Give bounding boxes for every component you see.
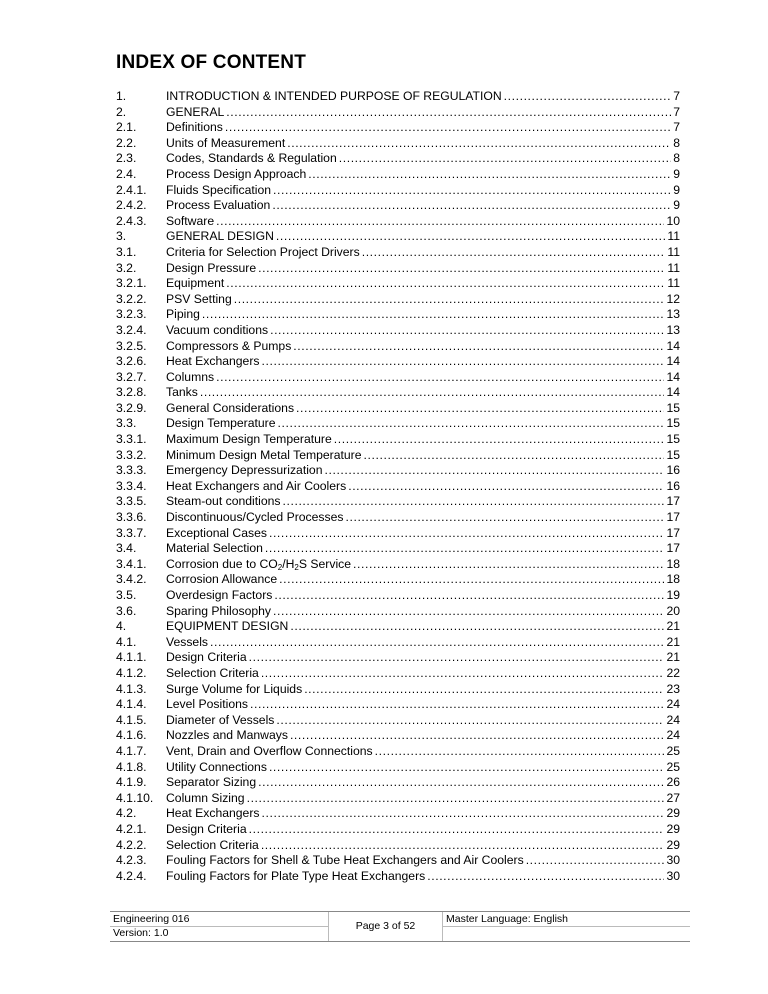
toc-entry-page: 10 [666,213,680,228]
toc-entry-title: Piping [166,307,200,322]
toc-entry-number: 3.2. [116,260,137,275]
toc-entry-title: Level Positions [166,697,248,712]
toc-entry[interactable] [116,198,680,214]
toc-leader-dots [210,635,664,651]
toc-entry-page: 25 [666,759,680,774]
page-footer [110,911,690,942]
toc-entry-number: 3.3.4. [116,478,147,493]
toc-entry[interactable] [116,89,680,105]
toc-entry-title: Compressors & Pumps [166,338,292,353]
toc-entry-number: 3.4. [116,541,137,556]
toc-leader-dots [287,136,671,152]
footer-language: Master Language: English [446,913,568,925]
toc-entry-number: 3.3.1. [116,432,147,447]
toc-entry-title: Selection Criteria [166,837,259,852]
toc-entry-number: 3.6. [116,603,137,618]
toc-entry-number: 3.2.3. [116,307,147,322]
toc-entry-title: General Considerations [166,400,295,415]
toc-entry-page: 7 [673,104,680,119]
toc-entry-number: 3.2.7. [116,369,147,384]
toc-entry-number: 4.2. [116,806,137,821]
toc-entry[interactable] [116,416,680,432]
toc-leader-dots [216,370,664,386]
toc-entry[interactable] [116,183,680,199]
toc-leader-dots [273,183,671,199]
toc-entry-title: Minimum Design Metal Temperature [166,447,362,462]
toc-entry-number: 4.1.5. [116,712,147,727]
toc-entry[interactable] [116,261,680,277]
toc-leader-dots [276,713,664,729]
toc-entry-page: 27 [666,790,680,805]
toc-entry-number: 4.2.2. [116,837,147,852]
footer-divider [443,926,690,927]
toc-entry-number: 4.1.3. [116,681,147,696]
toc-entry-title: PSV Setting [166,291,232,306]
toc-entry-title: Fluids Specification [166,182,271,197]
toc-entry-title: Design Temperature [166,416,276,431]
toc-entry[interactable] [116,572,680,588]
toc-leader-dots [353,557,664,573]
toc-entry[interactable] [116,214,680,230]
toc-entry-title: Corrosion Allowance [166,572,278,587]
toc-leader-dots [249,822,665,838]
toc-entry-page: 22 [666,665,680,680]
toc-entry-page: 14 [666,338,680,353]
toc-entry[interactable] [116,541,680,557]
toc-entry-title: Material Selection [166,541,263,556]
toc-entry[interactable] [116,105,680,121]
toc-entry-page: 11 [667,276,680,291]
toc-entry-number: 3.3.7. [116,525,147,540]
toc-entry-title: Vent, Drain and Overflow Connections [166,743,373,758]
toc-leader-dots [304,682,664,698]
toc-entry-page: 17 [666,541,680,556]
toc-entry-number: 3.3.3. [116,463,147,478]
toc-entry-page: 13 [666,322,680,337]
toc-entry-title: Fouling Factors for Plate Type Heat Exchangers [166,868,426,883]
footer-page-number: Page 3 of 52 [329,912,443,941]
toc-leader-dots [258,261,665,277]
toc-entry-title: Exceptional Cases [166,525,267,540]
toc-leader-dots [234,292,665,308]
toc-entry[interactable] [116,339,680,355]
toc-entry-number: 3.2.1. [116,276,147,291]
toc-leader-dots [265,541,665,557]
toc-entry-page: 9 [673,166,680,181]
toc-entry-title: Sparing Philosophy [166,603,272,618]
toc-entry-title: Units of Measurement [166,135,286,150]
toc-entry-page: 14 [666,385,680,400]
toc-entry-page: 7 [673,89,680,103]
toc-entry[interactable] [116,619,680,635]
toc-entry[interactable] [116,385,680,401]
toc-entry[interactable] [116,494,680,510]
toc-entry-page: 29 [666,821,680,836]
toc-leader-dots [274,588,664,604]
toc-entry-page: 23 [666,681,680,696]
toc-entry-page: 26 [666,775,680,790]
toc-entry-number: 3.3.6. [116,510,147,525]
toc-leader-dots [273,604,664,620]
toc-leader-dots [202,307,665,323]
toc-entry-title: Vacuum conditions [166,322,269,337]
toc-entry-page: 11 [667,244,680,259]
toc-leader-dots [290,619,664,635]
toc-entry-title-part: S Service [298,556,352,571]
toc-entry-page: 17 [666,494,680,509]
toc-entry[interactable] [116,276,680,292]
toc-entry-number: 4.2.1. [116,821,147,836]
toc-entry-page: 18 [666,572,680,587]
toc-entry-page: 14 [666,354,680,369]
toc-entry-title: Emergency Depressurization [166,463,323,478]
toc-entry[interactable] [116,697,680,713]
toc-entry[interactable] [116,557,680,573]
toc-entry-number: 4.1. [116,634,137,649]
toc-entry[interactable] [116,245,680,261]
toc-leader-dots [216,214,664,230]
toc-leader-dots [269,526,664,542]
toc-entry-title: Heat Exchangers [166,806,260,821]
toc-entry-number: 4.2.4. [116,868,147,883]
toc-entry-title: Heat Exchangers [166,354,260,369]
toc-leader-dots [293,339,664,355]
toc-entry-number: 2.3. [116,151,137,166]
toc-entry-page: 30 [666,868,680,883]
toc-leader-dots [200,385,665,401]
toc-entry-title: Tanks [166,385,198,400]
toc-entry-page: 29 [666,837,680,852]
toc-entry-page: 16 [666,478,680,493]
toc-entry-page: 21 [666,634,680,649]
toc-leader-dots [262,354,665,370]
page-title: INDEX OF CONTENT [116,52,307,73]
toc-entry-title: Design Pressure [166,260,257,275]
toc-entry-page: 15 [666,432,680,447]
footer-doc-name: Engineering 016 [113,913,190,925]
toc-entry[interactable] [116,853,680,869]
footer-doc-info [110,912,329,941]
toc-entry-page: 24 [666,728,680,743]
toc-entry-number: 2.4.2. [116,198,147,213]
toc-entry-title-subscript: 2 [277,562,283,572]
toc-entry-number: 2.4. [116,166,137,181]
toc-leader-dots [362,245,666,261]
toc-entry-number: 4. [116,619,127,634]
toc-leader-dots [250,697,664,713]
toc-entry-title: Diameter of Vessels [166,712,275,727]
toc-leader-dots [375,744,665,760]
footer-language-info [443,912,690,941]
toc-entry-number: 2. [116,104,127,119]
toc-entry-page: 8 [673,151,680,166]
toc-leader-dots [345,510,664,526]
toc-entry-title: GENERAL [166,104,225,119]
toc-leader-dots [348,479,664,495]
toc-entry-number: 4.1.10. [116,790,154,805]
table-of-contents [116,89,680,884]
toc-leader-dots [269,760,665,776]
toc-entry-title: Discontinuous/Cycled Processes [166,510,344,525]
toc-entry-number: 2.2. [116,135,137,150]
toc-leader-dots [276,229,665,245]
toc-entry-number: 3.3.2. [116,447,147,462]
toc-entry-number: 2.1. [116,120,137,135]
toc-entry[interactable] [116,167,680,183]
toc-entry-page: 15 [666,400,680,415]
toc-entry-page: 21 [666,650,680,665]
toc-entry-number: 4.1.6. [116,728,147,743]
toc-entry-title: Design Criteria [166,650,247,665]
toc-entry-page: 9 [673,182,680,197]
toc-entry[interactable] [116,479,680,495]
toc-entry-number: 4.2.3. [116,853,147,868]
toc-entry-title: Column Sizing [166,790,245,805]
toc-entry-page: 15 [666,416,680,431]
toc-entry-title: Criteria for Selection Project Drivers [166,244,360,259]
toc-leader-dots [279,572,664,588]
toc-entry[interactable] [116,635,680,651]
toc-leader-dots [308,167,671,183]
toc-entry-page: 9 [673,198,680,213]
toc-entry[interactable] [116,869,680,885]
toc-entry[interactable] [116,136,680,152]
toc-entry[interactable] [116,370,680,386]
toc-leader-dots [226,105,671,121]
toc-entry-number: 3.5. [116,588,137,602]
toc-entry-page: 15 [666,447,680,462]
toc-entry[interactable] [116,510,680,526]
toc-leader-dots [272,198,671,214]
toc-leader-dots [324,463,664,479]
toc-entry-title: Software [166,213,215,228]
toc-leader-dots [262,806,665,822]
toc-entry[interactable] [116,775,680,791]
toc-leader-dots [247,791,665,807]
toc-entry[interactable] [116,666,680,682]
toc-entry[interactable] [116,650,680,666]
toc-entry-title: Surge Volume for Liquids [166,681,303,696]
toc-entry-title: Maximum Design Temperature [166,432,332,447]
toc-entry-title: Steam-out conditions [166,494,281,509]
toc-entry-number: 3.4.2. [116,572,147,587]
toc-entry-title: Design Criteria [166,821,247,836]
toc-leader-dots [364,448,665,464]
toc-entry-page: 13 [666,307,680,322]
toc-leader-dots [226,276,665,292]
toc-leader-dots [225,120,671,136]
toc-entry-number: 4.1.8. [116,759,147,774]
toc-entry-title: Fouling Factors for Shell & Tube Heat Exchangers and Air Coolers [166,853,524,868]
toc-entry[interactable] [116,463,680,479]
toc-entry[interactable] [116,307,680,323]
toc-entry-title: Overdesign Factors [166,588,273,602]
toc-entry-title-part: Corrosion due to CO [166,556,278,571]
toc-entry[interactable] [116,120,680,136]
toc-entry-number: 3.2.4. [116,322,147,337]
toc-entry-title: Separator Sizing [166,775,257,790]
toc-entry-title [166,557,351,573]
toc-entry[interactable] [116,323,680,339]
toc-entry-number: 4.1.2. [116,665,147,680]
toc-entry-page: 17 [666,525,680,540]
toc-entry[interactable] [116,822,680,838]
toc-leader-dots [427,869,664,885]
toc-leader-dots [258,775,664,791]
toc-entry[interactable] [116,229,680,245]
toc-entry-title: EQUIPMENT DESIGN [166,619,289,634]
toc-entry-number: 3.4.1. [116,556,147,571]
toc-entry-page: 21 [666,619,680,634]
toc-entry[interactable] [116,760,680,776]
toc-entry-number: 3.1. [116,244,137,259]
toc-entry-title: Heat Exchangers and Air Coolers [166,478,347,493]
toc-entry-title: Codes, Standards & Regulation [166,151,337,166]
toc-entry[interactable] [116,292,680,308]
toc-entry-page: 11 [667,260,680,275]
toc-leader-dots [334,432,665,448]
toc-entry-page: 24 [666,712,680,727]
toc-entry[interactable] [116,838,680,854]
footer-version: Version: 1.0 [113,927,169,939]
toc-entry-page: 16 [666,463,680,478]
toc-entry-title: Process Design Approach [166,166,307,181]
toc-entry-number: 3.2.5. [116,338,147,353]
toc-entry-title: Utility Connections [166,759,267,774]
toc-entry-number: 4.1.7. [116,743,147,758]
toc-entry-title: Vessels [166,634,209,649]
toc-entry-page: 29 [666,806,680,821]
toc-entry[interactable] [116,448,680,464]
toc-entry-page: 20 [666,603,680,618]
toc-leader-dots [270,323,664,339]
toc-entry[interactable] [116,151,680,167]
toc-entry-number: 4.1.1. [116,650,147,665]
toc-entry-number: 3.2.2. [116,291,147,306]
toc-entry-number: 3. [116,229,127,244]
toc-leader-dots [504,89,672,105]
toc-entry-page: 12 [666,291,680,306]
toc-entry[interactable] [116,432,680,448]
toc-leader-dots [296,401,664,417]
toc-leader-dots [283,494,665,510]
toc-entry[interactable] [116,682,680,698]
toc-entry-title-subscript: 2 [294,562,299,572]
toc-entry-title: Process Evaluation [166,198,271,213]
toc-leader-dots [249,650,665,666]
toc-entry-number: 3.2.6. [116,354,147,369]
toc-entry[interactable] [116,728,680,744]
toc-leader-dots [261,666,665,682]
toc-entry-title: Selection Criteria [166,665,259,680]
toc-leader-dots [261,838,665,854]
toc-entry-page: 7 [673,120,680,135]
toc-entry-title: Equipment [166,276,225,291]
toc-entry-page: 11 [667,229,680,244]
toc-entry-number: 3.2.9. [116,400,147,415]
toc-leader-dots [526,853,665,869]
toc-entry-number: 1. [116,89,127,103]
toc-leader-dots [290,728,665,744]
toc-entry-number: 4.1.9. [116,775,147,790]
toc-entry-number: 4.1.4. [116,697,147,712]
toc-entry-number: 2.4.3. [116,213,147,228]
toc-entry-number: 2.4.1. [116,182,147,197]
toc-entry-title: INTRODUCTION & INTENDED PURPOSE OF REGULATION [166,89,502,103]
toc-entry-page: 30 [666,853,680,868]
toc-entry-page: 25 [666,743,680,758]
toc-entry[interactable] [116,526,680,542]
toc-entry-number: 3.2.8. [116,385,147,400]
toc-entry[interactable] [116,744,680,760]
toc-entry-page: 18 [666,556,680,571]
toc-entry-number: 3.3. [116,416,137,431]
toc-entry-title: Nozzles and Manways [166,728,288,743]
toc-entry[interactable] [116,791,680,807]
toc-leader-dots [278,416,665,432]
toc-entry-title: Columns [166,369,215,384]
toc-entry-page: 14 [666,369,680,384]
toc-entry-number: 3.3.5. [116,494,147,509]
toc-entry[interactable] [116,604,680,620]
toc-leader-dots [339,151,671,167]
toc-entry-title: GENERAL DESIGN [166,229,274,244]
toc-entry-title: Definitions [166,120,223,135]
toc-entry-page: 17 [666,510,680,525]
toc-entry[interactable] [116,588,680,604]
toc-entry[interactable] [116,806,680,822]
toc-entry[interactable] [116,354,680,370]
toc-entry[interactable] [116,401,680,417]
toc-entry-page: 19 [666,588,680,602]
toc-entry-title-part: /H [282,556,295,571]
toc-entry-page: 24 [666,697,680,712]
toc-entry-page: 8 [673,135,680,150]
toc-entry[interactable] [116,713,680,729]
